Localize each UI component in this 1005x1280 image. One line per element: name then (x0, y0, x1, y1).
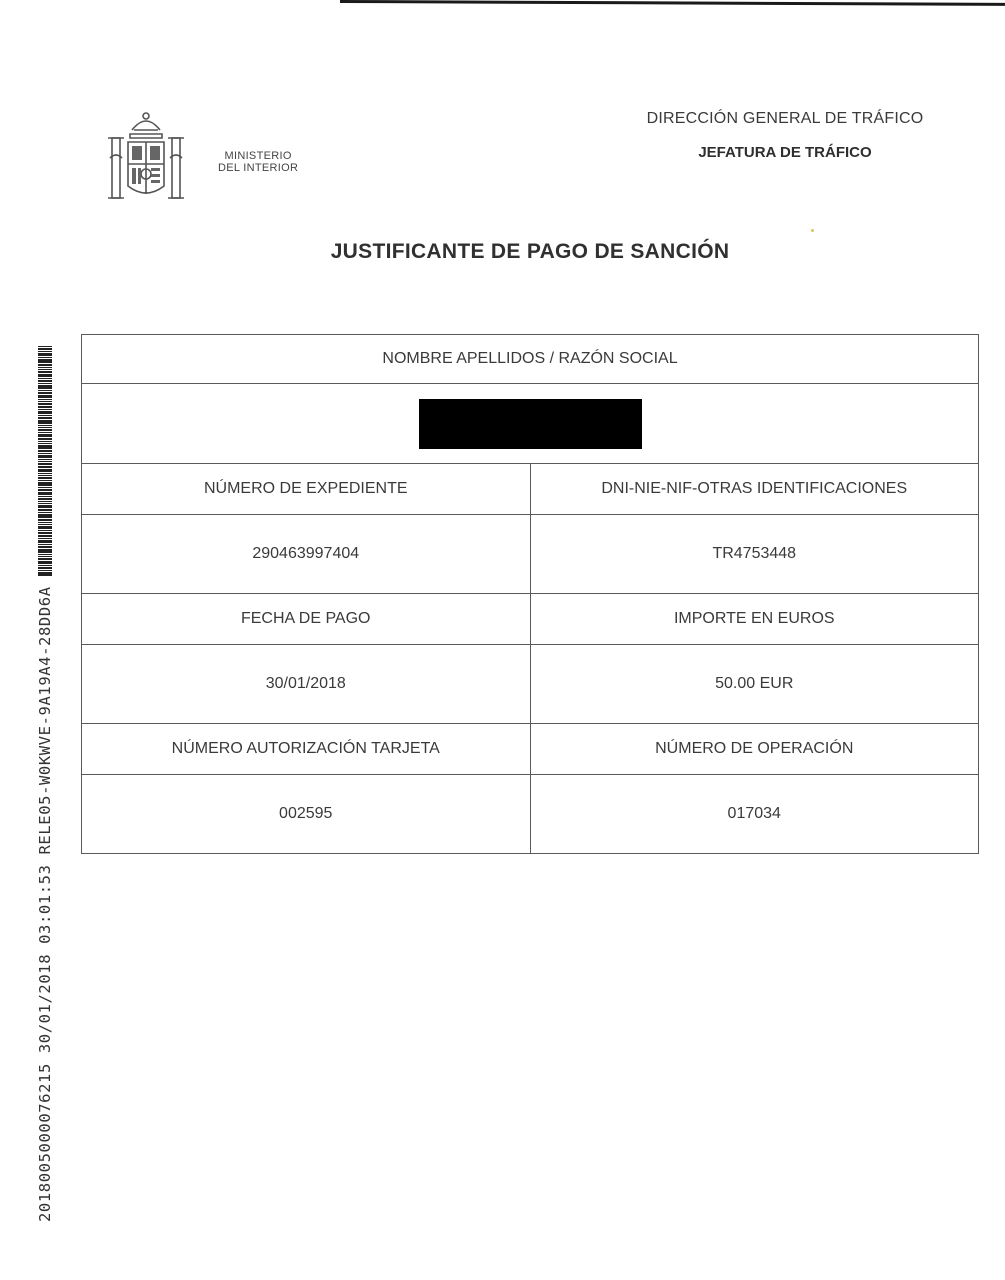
amount-value: 50.00 EUR (530, 645, 979, 723)
id-value: TR4753448 (530, 515, 979, 593)
table-row (82, 723, 978, 774)
payment-date-value: 30/01/2018 (265, 675, 346, 692)
file-number-value: 290463997404 (252, 545, 360, 562)
id-label: DNI-NIE-NIF-OTRAS IDENTIFICACIONES (530, 464, 979, 514)
barcode (38, 345, 52, 576)
coat-of-arms-icon (104, 108, 188, 210)
table-row (82, 593, 978, 644)
verification-code-text: 2018005000076215 30/01/2018 03:01:53 RELE05-W0KWVE-9A19A4-28DD6A (36, 586, 54, 1222)
redaction-block (419, 399, 642, 449)
table-row (82, 644, 978, 723)
name-label-row (82, 335, 978, 383)
scan-speck (811, 229, 814, 232)
payment-date-label: FECHA DE PAGO (240, 610, 371, 627)
department-name: JEFATURA DE TRÁFICO (698, 144, 872, 161)
scan-edge-line (340, 0, 1005, 6)
document-title: JUSTIFICANTE DE PAGO DE SANCIÓN (330, 240, 730, 263)
ministry-name: MINISTERIO DEL INTERIOR (218, 150, 299, 174)
card-authorization-label: NÚMERO AUTORIZACIÓN TARJETA (171, 740, 440, 757)
table-row (82, 463, 978, 514)
name-value-cell (82, 384, 978, 463)
operation-number-value: 017034 (530, 775, 979, 853)
operation-number-label: NÚMERO DE OPERACIÓN (530, 724, 979, 774)
payment-details-table (81, 334, 979, 854)
issuer-block (600, 110, 970, 161)
file-number-label: NÚMERO DE EXPEDIENTE (203, 480, 408, 497)
card-authorization-value: 002595 (279, 805, 333, 822)
side-verification-code (36, 345, 54, 1222)
table-row (82, 514, 978, 593)
name-value-row (82, 383, 978, 463)
name-label: NOMBRE APELLIDOS / RAZÓN SOCIAL (382, 350, 678, 367)
amount-label: IMPORTE EN EUROS (530, 594, 979, 644)
table-row (82, 774, 978, 853)
organization-name: DIRECCIÓN GENERAL DE TRÁFICO (646, 110, 924, 127)
